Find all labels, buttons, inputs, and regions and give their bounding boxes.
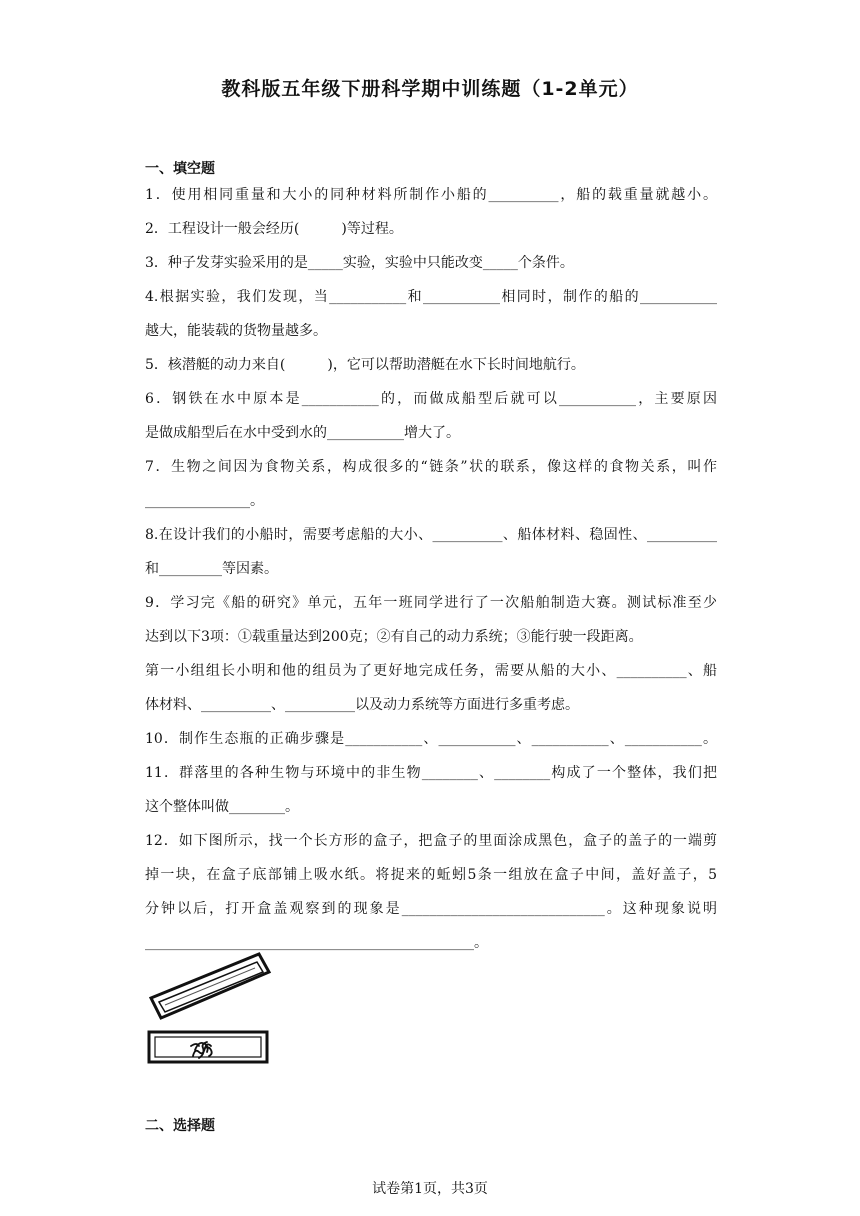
question-line: 分钟以后，打开盒盖观察到的现象是_____________________________。这种现象说明 xyxy=(145,901,717,917)
question-line: 5．核潜艇的动力来自( )，它可以帮助潜艇在水下长时间地航行。 xyxy=(145,357,585,373)
section-heading-multiple-choice: 二、选择题 xyxy=(145,1118,215,1134)
question-line: 和_________等因素。 xyxy=(145,561,278,577)
question-line: 这个整体叫做________。 xyxy=(145,799,299,815)
question-line: 8.在设计我们的小船时，需要考虑船的大小、__________、船体材料、稳固性、__________ xyxy=(145,527,717,543)
question-line: 9．学习完《船的研究》单元，五年一班同学进行了一次船舶制造大赛。测试标准至少 xyxy=(145,595,717,611)
earthworm-box-illustration xyxy=(145,950,275,1068)
question-line: 12．如下图所示，找一个长方形的盒子，把盒子的里面涂成黑色，盒子的盖子的一端剪 xyxy=(145,833,717,849)
question-line: 10．制作生态瓶的正确步骤是___________、___________、___________、___________。 xyxy=(145,731,717,747)
question-list xyxy=(145,185,717,967)
question-line: 7．生物之间因为食物关系，构成很多的“链条”状的联系，像这样的食物关系，叫作 xyxy=(145,459,717,475)
question-line: 达到以下3项：①载重量达到200克；②有自己的动力系统；③能行驶一段距离。 xyxy=(145,629,643,645)
question-line: 2．工程设计一般会经历( )等过程。 xyxy=(145,221,403,237)
box-lid xyxy=(151,954,269,1018)
question-line: _______________。 xyxy=(145,493,264,509)
page-footer: 试卷第1页，共3页 xyxy=(372,1181,488,1197)
question-line: 是做成船型后在水中受到水的___________增大了。 xyxy=(145,425,460,441)
question-line: 1．使用相同重量和大小的同种材料所制作小船的__________，船的载重量就越小。 xyxy=(145,187,717,203)
section-heading-fill-in: 一、填空题 xyxy=(145,161,215,177)
question-line: 越大，能装载的货物量越多。 xyxy=(145,323,327,339)
question-line: _______________________________________________。 xyxy=(145,935,488,951)
question-line: 体材料、__________、__________以及动力系统等方面进行多重考虑。 xyxy=(145,697,579,713)
question-line: 11．群落里的各种生物与环境中的非生物________、________构成了一个整体，我们把 xyxy=(145,765,717,781)
question-line: 4.根据实验，我们发现，当___________和___________相同时，制作的船的___________ xyxy=(145,289,717,305)
question-line: 6．钢铁在水中原本是___________的，而做成船型后就可以___________，主要原因 xyxy=(145,391,717,407)
question-line: 3．种子发芽实验采用的是_____实验，实验中只能改变_____个条件。 xyxy=(145,255,574,271)
page-title: 教科版五年级下册科学期中训练题（1-2单元） xyxy=(221,78,639,100)
question-line: 第一小组组长小明和他的组员为了更好地完成任务，需要从船的大小、__________、船 xyxy=(145,663,717,679)
question-line: 掉一块，在盒子底部铺上吸水纸。将捉来的蚯蚓5条一组放在盒子中间，盖好盖子，5 xyxy=(145,867,717,883)
